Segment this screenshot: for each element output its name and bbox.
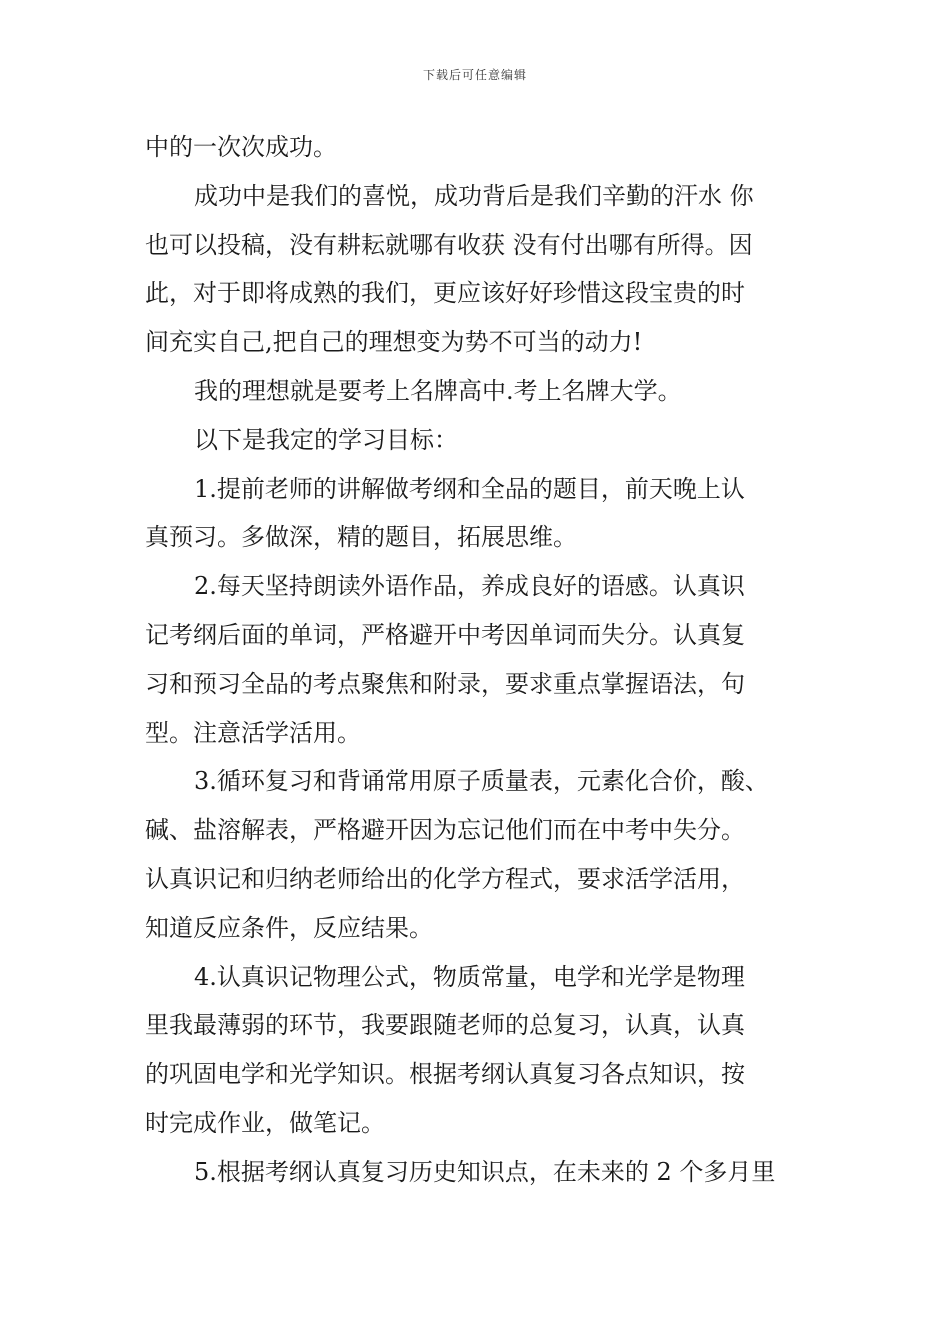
text-line: 间充实自己,把自己的理想变为势不可当的动力! — [145, 328, 643, 357]
text-line: 2.每天坚持朗读外语作品，养成良好的语感。认真识 — [194, 572, 745, 601]
text-line: 里我最薄弱的环节，我要跟随老师的总复习，认真，认真 — [145, 1011, 745, 1040]
document-body — [145, 123, 807, 1197]
text-line: 中的一次次成功。 — [145, 133, 337, 161]
text-line: 也可以投稿，没有耕耘就哪有收获 没有付出哪有所得。因 — [145, 230, 753, 259]
text-line: 碱、盐溶解表，严格避开因为忘记他们而在中考中失分。 — [145, 816, 745, 845]
text-line: 认真识记和归纳老师给出的化学方程式，要求活学活用， — [145, 864, 745, 893]
text-line: 5.根据考纲认真复习历史知识点，在未来的 2 个多月里 — [194, 1157, 776, 1186]
text-line: 真预习。多做深，精的题目，拓展思维。 — [145, 523, 577, 552]
text-line: 时完成作业，做笔记。 — [145, 1108, 385, 1137]
text-line: 此，对于即将成熟的我们，更应该好好珍惜这段宝贵的时 — [145, 279, 745, 308]
text-line: 1.提前老师的讲解做考纲和全品的题目，前天晚上认 — [194, 474, 745, 503]
page-header-note: 下载后可任意编辑 — [422, 68, 527, 82]
text-line: 知道反应条件，反应结果。 — [145, 913, 433, 942]
text-line: 我的理想就是要考上名牌高中.考上名牌大学。 — [194, 376, 682, 405]
text-line: 习和预习全品的考点聚焦和附录，要求重点掌握语法，句 — [145, 669, 745, 698]
text-line: 4.认真识记物理公式，物质常量，电学和光学是物理 — [194, 962, 745, 991]
text-line: 型。注意活学活用。 — [145, 718, 361, 747]
text-line: 的巩固电学和光学知识。根据考纲认真复习各点知识，按 — [145, 1060, 745, 1089]
text-line: 成功中是我们的喜悦，成功背后是我们辛勤的汗水 你 — [194, 181, 754, 210]
text-line: 3.循环复习和背诵常用原子质量表，元素化合价，酸、 — [194, 767, 769, 796]
text-line: 记考纲后面的单词，严格避开中考因单词而失分。认真复 — [145, 620, 745, 649]
text-line: 以下是我定的学习目标： — [194, 425, 458, 454]
